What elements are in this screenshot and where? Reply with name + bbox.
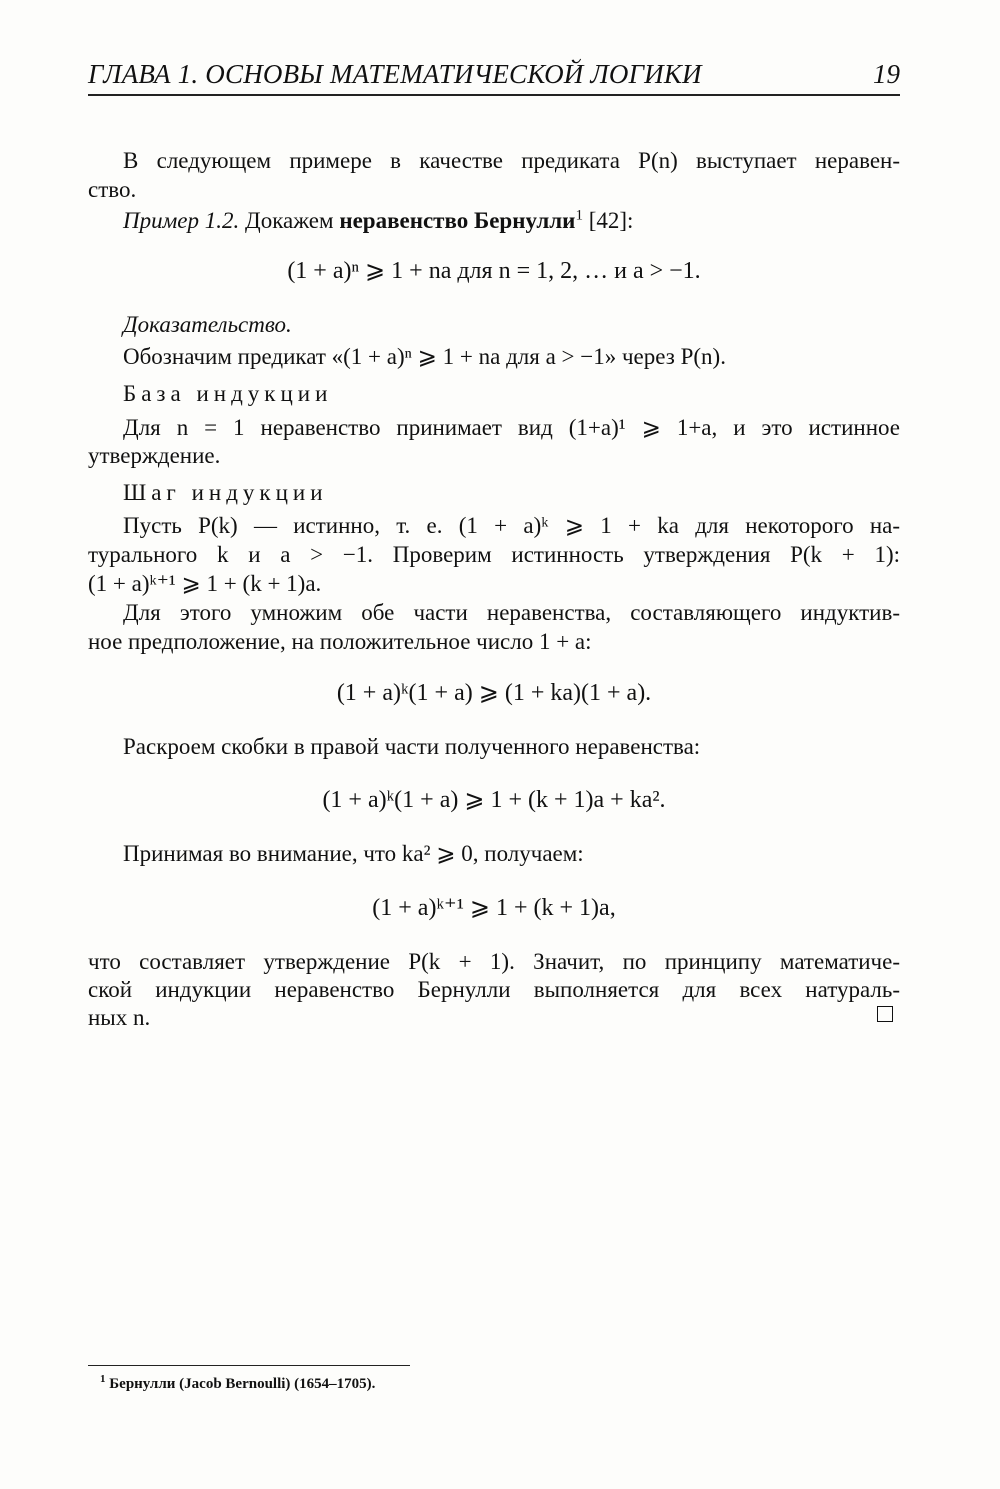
equation-bernoulli: (1 + a)ⁿ ⩾ 1 + na для n = 1, 2, … и a > −1. [287, 258, 701, 284]
equation-expanded: (1 + a)ᵏ(1 + a) ⩾ 1 + (k + 1)a + ka². [322, 787, 666, 813]
page-number: 19 [873, 59, 900, 89]
example-bold-term: неравенство Бернулли [339, 208, 576, 233]
footnote-rule [88, 1365, 410, 1366]
proof-label [123, 310, 292, 339]
multiply-line-2: ное предположение, на положительное число 1 + a: [88, 629, 592, 654]
expand-text: Раскроем скобки в правой части полученного неравенства: [123, 734, 701, 759]
footnote-mark: 1 [100, 1373, 106, 1385]
qed-square-icon [877, 1006, 893, 1022]
footnote-text: Бернулли (Jacob Bernoulli) (1654–1705). [105, 1376, 376, 1392]
multiply-line-1: Для этого умножим обе части неравенства, составляющего индуктив- [123, 600, 900, 625]
equation-result: (1 + a)ᵏ⁺¹ ⩾ 1 + (k + 1)a, [372, 895, 616, 921]
conclusion-line-2: ской индукции неравенство Бернулли выполняется для всех натураль- [88, 977, 900, 1002]
running-header [88, 54, 900, 96]
example-heading [123, 206, 633, 235]
given-text: Принимая во внимание, что ka² ⩾ 0, получаем: [123, 841, 584, 866]
example-text-pre: Докажем [239, 208, 340, 233]
footnote-reference: 1 [575, 207, 583, 224]
chapter-title: ГЛАВА 1. ОСНОВЫ МАТЕМАТИЧЕСКОЙ ЛОГИКИ [88, 59, 702, 89]
example-label: Пример 1.2. [123, 208, 240, 233]
intro-line-2: ство. [88, 177, 137, 202]
base-line-1: Для n = 1 неравенство принимает вид (1+a)¹ ⩾ 1+a, и это истинное [123, 415, 900, 440]
proof-notation: Обозначим предикат «(1 + a)ⁿ ⩾ 1 + na для a > −1» через P(n). [123, 344, 726, 369]
footnote [100, 1374, 375, 1394]
base-heading: База индукции [123, 381, 333, 406]
step-heading: Шаг индукции [123, 480, 328, 505]
conclusion-line-3: ных n. [88, 1005, 151, 1030]
equation-multiplied: (1 + a)ᵏ(1 + a) ⩾ (1 + ka)(1 + a). [336, 680, 652, 706]
intro-line-1: В следующем примере в качестве предиката P(n) выступает неравен- [123, 148, 900, 173]
example-text-post: [42]: [582, 208, 634, 233]
step-line-3: (1 + a)ᵏ⁺¹ ⩾ 1 + (k + 1)a. [88, 571, 322, 596]
proof-label-text: Доказательство. [123, 312, 292, 337]
step-line-2: турального k и a > −1. Проверим истинность утверждения P(k + 1): [88, 542, 900, 567]
step-line-1: Пусть P(k) — истинно, т. е. (1 + a)ᵏ ⩾ 1 + ka для некоторого на- [123, 513, 900, 538]
conclusion-line-1: что составляет утверждение P(k + 1). Значит, по принципу математиче- [88, 949, 900, 974]
base-line-2: утверждение. [88, 443, 221, 468]
